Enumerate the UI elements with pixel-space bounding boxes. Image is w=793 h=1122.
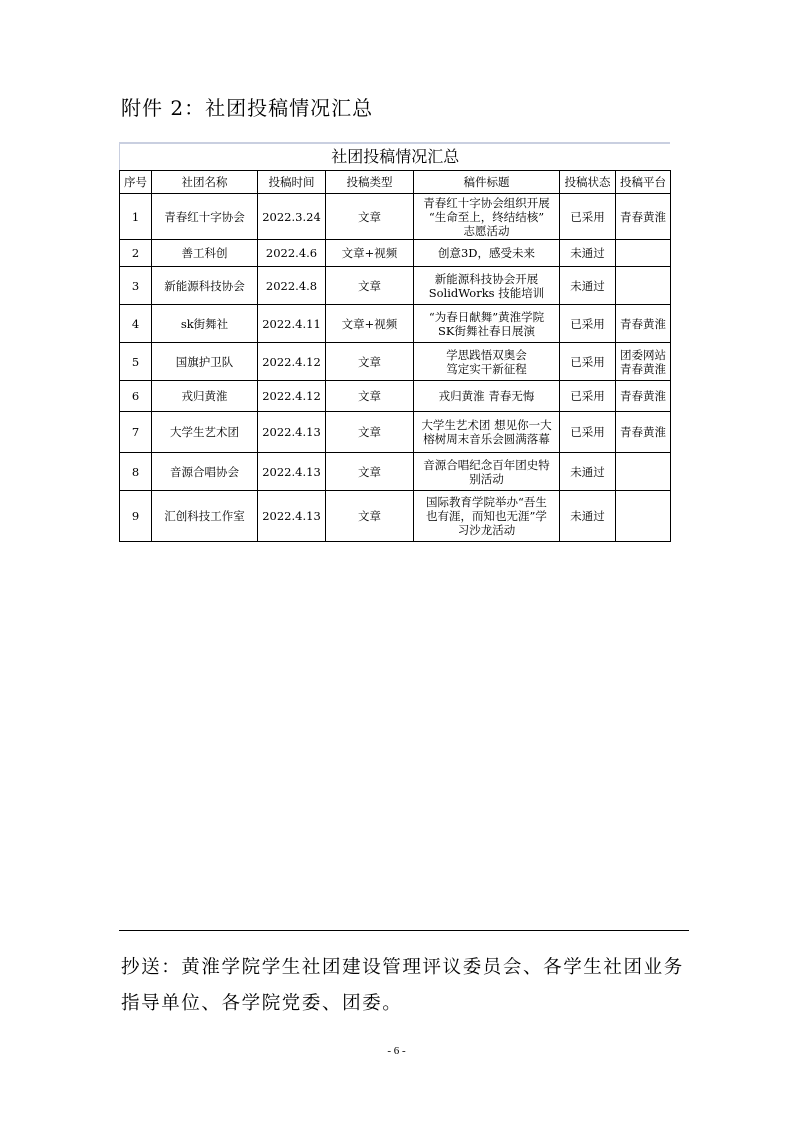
cell-title: 音源合唱纪念百年团史特 别活动 xyxy=(414,453,560,491)
cell-no: 7 xyxy=(120,412,152,453)
attachment-heading: 附件 2：社团投稿情况汇总 xyxy=(121,96,374,120)
page-number: - 6 - xyxy=(387,1045,406,1057)
cell-title: 学思践悟双奥会 笃定实干新征程 xyxy=(414,343,560,381)
cell-no: 1 xyxy=(120,194,152,240)
cell-no: 3 xyxy=(120,267,152,305)
cell-status: 未通过 xyxy=(560,453,616,491)
table-row xyxy=(120,305,671,343)
cell-no: 2 xyxy=(120,240,152,267)
cell-platform: 团委网站 青春黄淮 xyxy=(616,343,671,381)
cell-date: 2022.3.24 xyxy=(258,194,326,240)
cell-no: 8 xyxy=(120,453,152,491)
table-row xyxy=(120,267,671,305)
table-caption: 社团投稿情况汇总 xyxy=(120,144,671,171)
cell-title: 新能源科技协会开展 SolidWorks 技能培训 xyxy=(414,267,560,305)
cell-date: 2022.4.13 xyxy=(258,412,326,453)
header-status: 投稿状态 xyxy=(560,171,616,194)
footer-divider xyxy=(119,930,689,931)
cell-status: 未通过 xyxy=(560,491,616,542)
cell-club: 新能源科技协会 xyxy=(152,267,258,305)
cell-no: 9 xyxy=(120,491,152,542)
cell-type: 文章 xyxy=(326,491,414,542)
cell-type: 文章+视频 xyxy=(326,305,414,343)
cell-title: 大学生艺术团 想见你一大 榕树周末音乐会圆满落幕 xyxy=(414,412,560,453)
cell-status: 未通过 xyxy=(560,240,616,267)
cell-club: 国旗护卫队 xyxy=(152,343,258,381)
cell-status: 已采用 xyxy=(560,343,616,381)
cell-platform xyxy=(616,240,671,267)
cell-platform: 青春黄淮 xyxy=(616,305,671,343)
cell-club: 青春红十字协会 xyxy=(152,194,258,240)
cell-date: 2022.4.11 xyxy=(258,305,326,343)
cell-platform: 青春黄淮 xyxy=(616,412,671,453)
cell-no: 4 xyxy=(120,305,152,343)
cell-club: 善工科创 xyxy=(152,240,258,267)
table-row xyxy=(120,240,671,267)
cell-platform: 青春黄淮 xyxy=(616,381,671,412)
cell-date: 2022.4.13 xyxy=(258,491,326,542)
submission-summary-table xyxy=(119,144,671,542)
table-header-row xyxy=(120,171,671,194)
header-date: 投稿时间 xyxy=(258,171,326,194)
cell-date: 2022.4.13 xyxy=(258,453,326,491)
cell-type: 文章 xyxy=(326,412,414,453)
header-type: 投稿类型 xyxy=(326,171,414,194)
table-row xyxy=(120,194,671,240)
cell-title: 戎归黄淮 青春无悔 xyxy=(414,381,560,412)
cell-date: 2022.4.12 xyxy=(258,343,326,381)
table-row xyxy=(120,453,671,491)
cell-club: 汇创科技工作室 xyxy=(152,491,258,542)
cell-title: 国际教育学院举办“吾生 也有涯，而知也无涯”学 习沙龙活动 xyxy=(414,491,560,542)
cell-title: 创意3D，感受未来 xyxy=(414,240,560,267)
header-platform: 投稿平台 xyxy=(616,171,671,194)
table-row xyxy=(120,343,671,381)
cell-status: 已采用 xyxy=(560,412,616,453)
cell-title: “为春日献舞”黄淮学院 SK街舞社春日展演 xyxy=(414,305,560,343)
cell-club: 大学生艺术团 xyxy=(152,412,258,453)
cell-date: 2022.4.12 xyxy=(258,381,326,412)
cell-title: 青春红十字协会组织开展 “生命至上，终结结核” 志愿活动 xyxy=(414,194,560,240)
cell-no: 5 xyxy=(120,343,152,381)
cell-platform xyxy=(616,491,671,542)
cell-platform xyxy=(616,453,671,491)
cell-type: 文章 xyxy=(326,194,414,240)
table-row xyxy=(120,381,671,412)
cell-type: 文章 xyxy=(326,381,414,412)
cell-status: 已采用 xyxy=(560,194,616,240)
cell-club: 音源合唱协会 xyxy=(152,453,258,491)
header-no: 序号 xyxy=(120,171,152,194)
table-row xyxy=(120,491,671,542)
cell-type: 文章+视频 xyxy=(326,240,414,267)
header-title: 稿件标题 xyxy=(414,171,560,194)
cell-status: 已采用 xyxy=(560,381,616,412)
cell-club: sk街舞社 xyxy=(152,305,258,343)
header-club: 社团名称 xyxy=(152,171,258,194)
cell-platform xyxy=(616,267,671,305)
cell-platform: 青春黄淮 xyxy=(616,194,671,240)
submission-summary-table-wrap xyxy=(119,142,670,542)
cell-club: 戎归黄淮 xyxy=(152,381,258,412)
cell-no: 6 xyxy=(120,381,152,412)
cell-status: 已采用 xyxy=(560,305,616,343)
cell-type: 文章 xyxy=(326,267,414,305)
cell-status: 未通过 xyxy=(560,267,616,305)
cell-type: 文章 xyxy=(326,343,414,381)
table-row xyxy=(120,412,671,453)
cell-date: 2022.4.6 xyxy=(258,240,326,267)
cell-type: 文章 xyxy=(326,453,414,491)
cell-date: 2022.4.8 xyxy=(258,267,326,305)
cc-distribution-text: 抄送：黄淮学院学生社团建设管理评议委员会、各学生社团业务指导单位、各学院党委、团委。 xyxy=(121,957,684,1014)
